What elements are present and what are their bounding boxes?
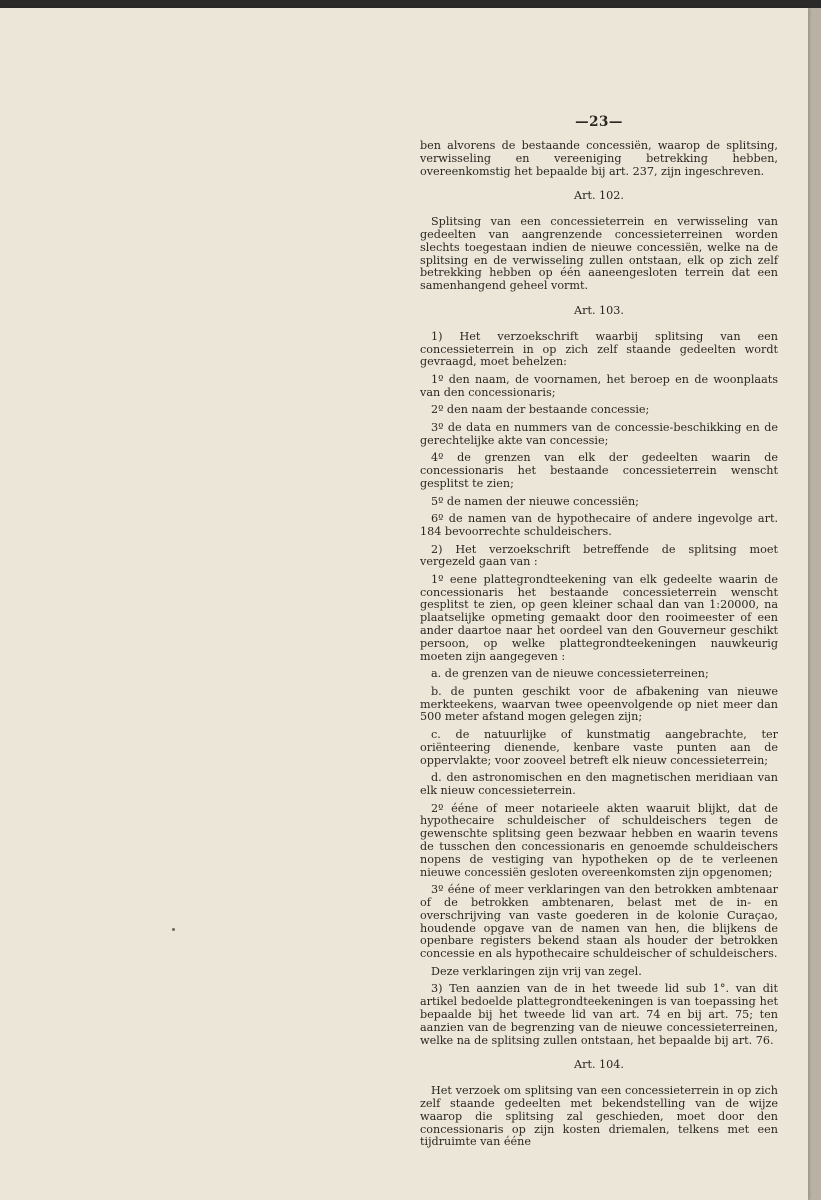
- clause-2-item-1: 1º eene plattegrondteekening van elk gedeelte waarin de concessionaris het bestaande concessieterrein wenscht gesplitst te zien, op geen kleiner schaal dan van 1:20000, na plaatselijke opmeting gemaakt door den rooimeester of een ander daartoe naar het oordeel van den Gouverneur geschikt persoon, op welke plattegrondteekeningen nauwkeurig moeten zijn aangegeven :: [420, 572, 778, 663]
- scan-margin-strip: [808, 8, 821, 1200]
- clause-1-item-6: 6º de namen van de hypothecaire of andere ingevolge art. 184 bevoorrechte schuldeischers.: [420, 512, 778, 538]
- clause-1-item-3: 3º de data en nummers van de concessie-beschikking en de gerechtelijke akte van concessie;: [420, 420, 778, 447]
- clause-1-item-5: 5º de namen der nieuwe concessiën;: [431, 494, 639, 508]
- body-text: [420, 140, 778, 1154]
- clause-2-item-1d: d. den astronomischen en den magnetischen meridiaan van elk nieuw concessieterrein.: [420, 771, 778, 798]
- article-heading-104: Art. 104.: [574, 1058, 624, 1072]
- clause-1-item-1: 1º den naam, de voornamen, het beroep en de woonplaats van den concessionaris;: [420, 372, 778, 399]
- page-number: —23—: [575, 114, 623, 130]
- clause-2-item-1a: a. de grenzen van de nieuwe concessieterreinen;: [431, 667, 709, 681]
- article-104-text: Het verzoek om splitsing van een concessieterrein in op zich zelf staande gedeelten met bekendstelling van de wijze waarop die splitsing zal geschieden, moet door den concessionaris op zijn kosten driemalen, telkens met een tijdruimte van ééne: [420, 1084, 778, 1149]
- clause-1-item-2: 2º den naam der bestaande concessie;: [431, 403, 650, 417]
- paragraph-continuation: ben alvorens de bestaande concessiën, waarop de splitsing, verwisseling en vereeniging betrekking hebben, overeenkomstig het bepaalde bij art. 237, zijn ingeschreven.: [420, 139, 778, 178]
- article-heading-102: Art. 102.: [574, 189, 624, 203]
- article-103-clause-3: 3) Ten aanzien van de in het tweede lid sub 1°. van dit artikel bedoelde plattegrondteekeningen is van toepassing het bepaalde bij het tweede lid van art. 74 en bij art. 75; ten aanzien van de begrenzing van de nieuwe concessieterreinen, welke na de splitsing zullen ontstaan, het bepaalde bij art. 76.: [420, 982, 778, 1047]
- clause-2-item-2: 2º ééne of meer notarieele akten waaruit blijkt, dat de hypothecaire schuldeischer of schuldeischers tegen de gewenschte splitsing geen bezwaar hebben en waarin tevens de tusschen den concessionaris en genoemde schuldeischers nopens de vestiging van hypotheken op de te verleenen nieuwe concessiën gesloten overeenkomsten zijn opgenomen;: [420, 801, 778, 879]
- clause-1-item-4: 4º de grenzen van elk der gedeelten waarin de concessionaris het bestaande concessieterrein wenscht gesplitst te zien;: [420, 451, 778, 490]
- paper-speck: [172, 928, 175, 931]
- clause-2-note: Deze verklaringen zijn vrij van zegel.: [431, 964, 642, 978]
- clause-2-item-1b: b. de punten geschikt voor de afbakening van nieuwe merkteekens, waarvan twee opeenvolgende op niet meer dan 500 meter afstand mogen gelegen zijn;: [420, 684, 778, 724]
- clause-2-item-3: 3º ééne of meer verklaringen van den betrokken ambtenaar of de betrokken ambtenaren, belast met de in- en overschrijving van vaste goederen in de kolonie Curaçao, houdende opgave van de namen van hen, die blijkens de openbare registers bekend staan als houder der betrokken concessie en als hypothecaire schuldeischer of schuldeischers.: [420, 883, 778, 961]
- article-103-clause-2: 2) Het verzoekschrift betreffende de splitsing moet vergezeld gaan van :: [420, 542, 778, 569]
- article-102-text: Splitsing van een concessieterrein en verwisseling van gedeelten van aangrenzende concessieterreinen worden slechts toegestaan indien de nieuwe concessiën, welke na de splitsing en de verwisseling zullen ontstaan, elk op zich zelf betrekking hebben op één aaneengesloten terrein dat een samenhangend geheel vormt.: [420, 215, 778, 293]
- clause-2-item-1c: c. de natuurlijke of kunstmatig aangebrachte, ter oriënteering dienende, kenbare vaste punten aan de oppervlakte; voor zooveel betreft elk nieuw concessieterrein;: [420, 728, 778, 767]
- article-103-clause-1: 1) Het verzoekschrift waarbij splitsing van een concessieterrein in op zich zelf staande gedeelten wordt gevraagd, moet behelzen:: [420, 329, 778, 369]
- article-heading-103: Art. 103.: [574, 303, 624, 317]
